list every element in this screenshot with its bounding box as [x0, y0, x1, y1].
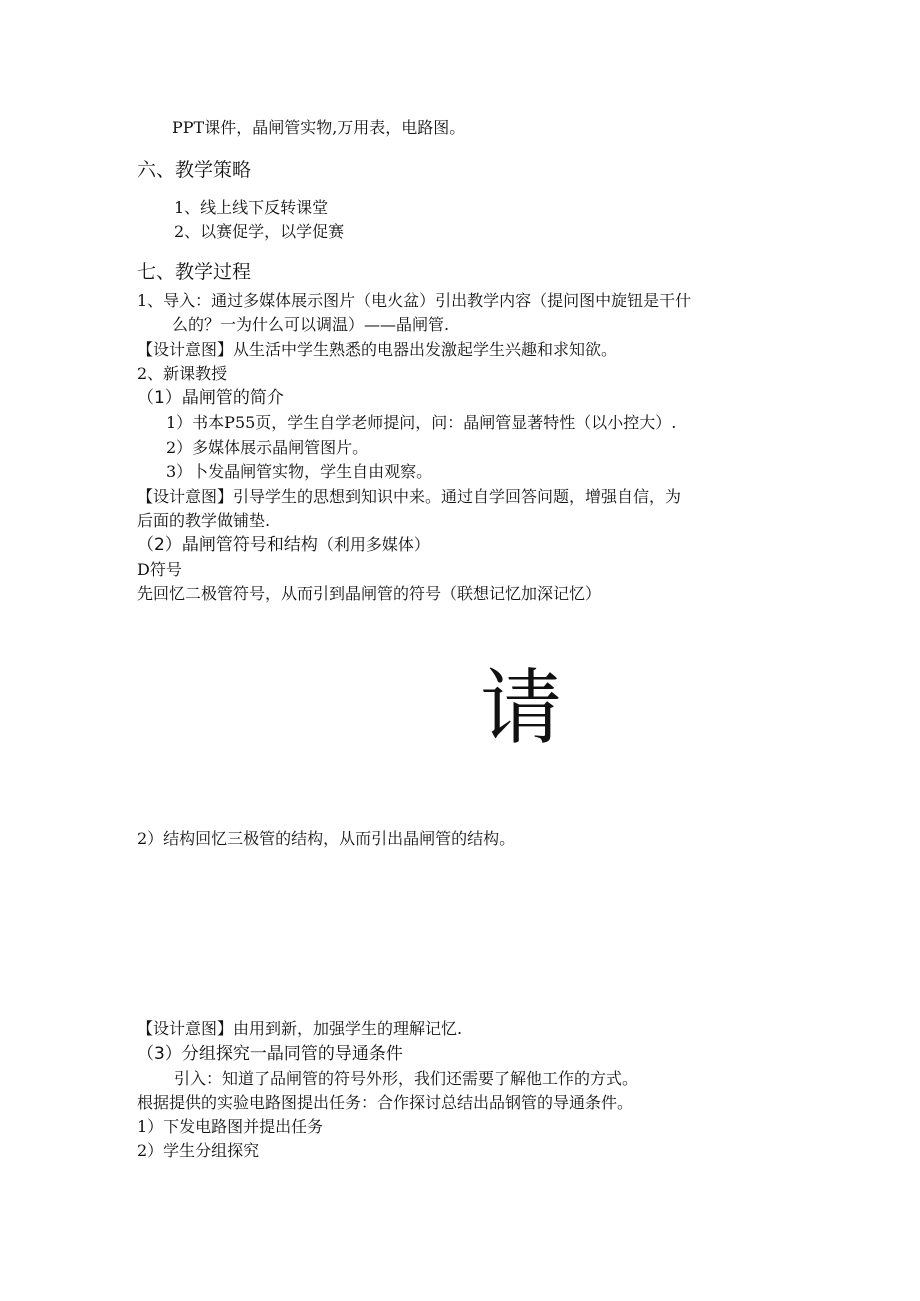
intro-item-3: 3）卜发晶闸管实物，学生自由观察。 [166, 462, 433, 481]
step-1: 1）下发电路图并提出任务 [137, 1117, 324, 1136]
symbol-label: D符号 [137, 560, 182, 579]
intro-line-2: 么的？一为什么可以调温）——晶闸管. [172, 315, 450, 334]
step-2: 2）学生分组探究 [137, 1141, 260, 1160]
materials-line: PPT课件，晶闸管实物,万用表，电路图。 [172, 118, 466, 137]
recall-line: 先回忆二极管符号，从而引到晶闸管的符号（联想记忆加深记忆） [137, 584, 602, 603]
task-line: 根据提供的实验电路图提出任务：合作探讨总结出品钢管的导通条件。 [137, 1093, 634, 1112]
new-lesson-heading: 2、新课教授 [137, 364, 228, 383]
subheading-symbol-structure-note: （利用多媒体） [317, 535, 430, 554]
design-intent-2-line-1: 【设计意图】引导学生的思想到知识中来。通过自学回答问题，增强自信，为 [137, 487, 682, 506]
design-intent-3: 【设计意图】由用到新，加强学生的理解记忆. [137, 1019, 463, 1038]
section-heading-teaching-process: 七、教学过程 [137, 261, 252, 283]
subheading-symbol-structure [137, 534, 430, 556]
intro-line-1: 1、导入：通过多媒体展示图片（电火盆）引出教学内容（提问图中旋钮是干什 [137, 291, 692, 310]
subheading-introduction: （1）晶闸管的简介 [137, 388, 284, 408]
strategy-item-2: 2、以赛促学，以学促赛 [174, 222, 345, 241]
design-intent-2-line-2: 后面的教学做铺垫. [137, 511, 271, 530]
strategy-item-1: 1、线上线下反转课堂 [174, 198, 329, 217]
subheading-symbol-structure-title: （2）晶闸管符号和结构 [137, 535, 318, 555]
subheading-group-inquiry: （3）分组探究一晶同管的导通条件 [137, 1044, 403, 1064]
structure-line: 2）结构回忆三极管的结构，从而引出晶闸管的结构。 [137, 829, 516, 848]
large-character: 请 [480, 661, 563, 756]
lead-in-line: 引入：知道了品闸管的符号外形，我们还需要了解他工作的方式。 [174, 1069, 639, 1088]
design-intent-1: 【设计意图】从生活中学生熟悉的电器出发激起学生兴趣和求知欲。 [137, 340, 618, 359]
intro-item-2: 2）多媒体展示晶闸管图片。 [166, 438, 369, 457]
section-heading-teaching-strategy: 六、教学策略 [137, 159, 252, 181]
intro-item-1: 1）书本P55页，学生自学老师提问，问：晶闸管显著特性（以小控大）. [166, 413, 677, 432]
